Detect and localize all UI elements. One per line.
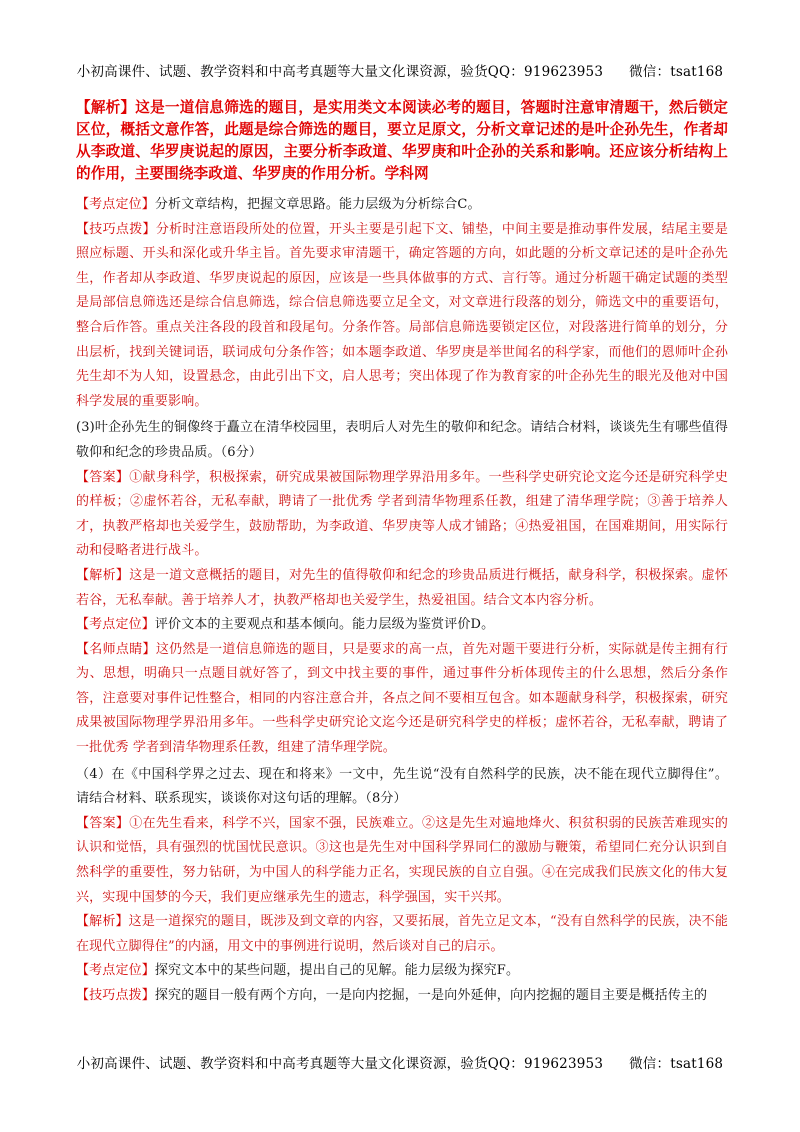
page-header (0, 60, 800, 80)
answer-paragraph-4 (76, 812, 728, 910)
label-analysis: 【解析】 (76, 914, 129, 930)
label-exam-point: 【考点定位】 (76, 963, 155, 979)
skill-tip-text: 探究的题目一般有两个方向，一是向内挖掘，一是向外延伸，向内挖掘的题目主要是概括传主的 (154, 988, 708, 1003)
analysis-text: 这是一道探究的题目，既涉及到文章的内容，又要拓展，首先立足文本，“没有自然科学的民族，决不能在现代立脚得住”的内涵，用文中的事例进行说明，然后谈对自己的启示。 (76, 914, 728, 954)
skill-tip-paragraph-1 (76, 218, 728, 415)
footer-text: 小初高课件、试题、教学资料和中高考真题等大量文化课资源，验货QQ：919623953 (76, 1056, 604, 1072)
answer-text: ①献身科学，积极探索，研究成果被国际物理学界沿用多年。一些科学史研究论文迄今还是研究科学史的样板；②虚怀若谷，无私奉献，聘请了一批优秀 学者到清华物理系任教，组建了清华理学院；③善于培养人才，执教严格却也关爱学生，鼓励帮助，为李政道、华罗庚等人成才铺路；④热爱祖国，在国难期间，用实际行动和侵略者进行战斗。 (76, 469, 728, 559)
exam-point-text: 探究文本中的某些问题，提出自己的见解。能力层级为探究F。 (154, 963, 520, 979)
header-text: 小初高课件、试题、教学资料和中高考真题等大量文化课资源，验货QQ：919623953 (76, 64, 604, 80)
label-answer: 【答案】 (76, 815, 130, 831)
document-body (76, 97, 728, 1009)
footer-wechat: 微信：tsat168 (629, 1056, 724, 1072)
exam-point-paragraph-4 (76, 959, 728, 984)
label-teacher-tip: 【名师点睛】 (76, 641, 156, 657)
header-wechat: 微信：tsat168 (629, 64, 724, 80)
exam-point-paragraph-3 (76, 613, 728, 638)
teacher-tip-text: 这仍然是一道信息筛选的题目，只是要求的高一点，首先对题干要进行分析，实际就是传主拥有行为、思想，明确只一点题目就好答了，到文中找主要的事件，通过事件分析体现传主的什么思想，然后分条作答，注意要对事件记性整合，相同的内容注意合并，各点之间不要相互包含。如本题献身科学，积极探索，研究成果被国际物理学界沿用多年。一些科学史研究论文迄今还是研究科学史的样板；虚怀若谷，无私奉献，聘请了一批优秀 学者到清华物理系任教，组建了清华理学院。 (76, 641, 728, 756)
question-4-text: （4）在《中国科学界之过去、现在和将来》一文中，先生说“没有自然科学的民族，决不能在现代立脚得住”。请结合材料、联系现实，谈谈你对这句话的理解。（8分） (76, 766, 728, 807)
label-skill-tip: 【技巧点拨】 (76, 221, 156, 237)
analysis-text: 这是一道信息筛选的题目，是实用类文本阅读必考的题目，答题时注意审清题干，然后锁定区位，概括文意作答，此题是综合筛选的题目，要立足原文，分析文章记述的是叶企孙先生，作者却从李政道、华罗庚说起的原因，主要分析李政道、华罗庚和叶企孙的关系和影响。还应该分析结构上的作用，主要围绕李政道、华罗庚的作用分析。学科网 (76, 99, 728, 182)
label-analysis: 【解析】 (76, 567, 130, 583)
exam-point-paragraph-1 (76, 193, 728, 218)
answer-text: ①在先生看来，科学不兴，国家不强，民族难立。②这是先生对遍地烽火、积贫积弱的民族苦难现实的认识和觉悟，具有强烈的忧国忧民意识。③这也是先生对中国科学界同仁的激励与鞭策，希望同仁充分认识到自然科学的重要性，努力钻研，为中国人的科学能力正名，实现民族的自立自强。④在完成我们民族文化的伟大复兴，实现中国梦的今天，我们更应继承先生的遗志，科学强国，实干兴邦。 (76, 815, 728, 905)
question-3 (76, 416, 728, 465)
label-answer: 【答案】 (76, 469, 130, 485)
label-skill-tip: 【技巧点拨】 (76, 988, 155, 1003)
label-exam-point: 【考点定位】 (76, 197, 155, 212)
question-3-text: (3)叶企孙先生的铜像终于矗立在清华校园里，表明后人对先生的敬仰和纪念。请结合材料，谈谈先生有哪些值得敬仰和纪念的珍贵品质。（6分） (76, 420, 728, 460)
label-exam-point: 【考点定位】 (76, 617, 155, 633)
analysis-paragraph-3 (76, 564, 728, 613)
analysis-paragraph-4 (76, 910, 728, 959)
exam-point-text: 评价文本的主要观点和基本倾向。能力层级为鉴赏评价D。 (154, 617, 495, 633)
exam-point-text: 分析文章结构，把握文章思路。能力层级为分析综合C。 (154, 197, 481, 212)
question-4 (76, 763, 728, 812)
analysis-paragraph-1 (76, 97, 728, 185)
answer-paragraph-3 (76, 466, 728, 564)
page-footer (0, 1052, 800, 1072)
label-analysis: 【解析】 (76, 99, 136, 116)
teacher-tip-paragraph (76, 638, 728, 761)
analysis-text: 这是一道文意概括的题目，对先生的值得敬仰和纪念的珍贵品质进行概括，献身科学，积极探索。虚怀若谷，无私奉献。善于培养人才，执教严格却也关爱学生，热爱祖国。结合文本内容分析。 (76, 567, 728, 608)
skill-tip-paragraph-4 (76, 984, 728, 1009)
skill-tip-text: 分析时注意语段所处的位置，开头主要是引起下文、铺垫，中间主要是推动事件发展，结尾主要是照应标题、开头和深化或升华主旨。首先要求审清题干，确定答题的方向，如此题的分析文章记述的是叶企孙先生，作者却从李政道、华罗庚说起的原因，应该是一些具体做事的方式、言行等。通过分析题干确定试题的类型是局部信息筛选还是综合信息筛选，综合信息筛选要立足全文，对文章进行段落的划分，筛选文中的重要语句，整合后作答。重点关注各段的段首和段尾句。分条作答。局部信息筛选要锁定区位，对段落进行简单的划分，分出层析，找到关键词语，联词成句分条作答；如本题李政道、华罗庚是举世闻名的科学家，而他们的恩师叶企孙先生却不为人知，设置悬念，由此引出下文，启人思考；突出体现了作为教育家的叶企孙先生的眼光及他对中国科学发展的重要影响。 (76, 221, 728, 409)
